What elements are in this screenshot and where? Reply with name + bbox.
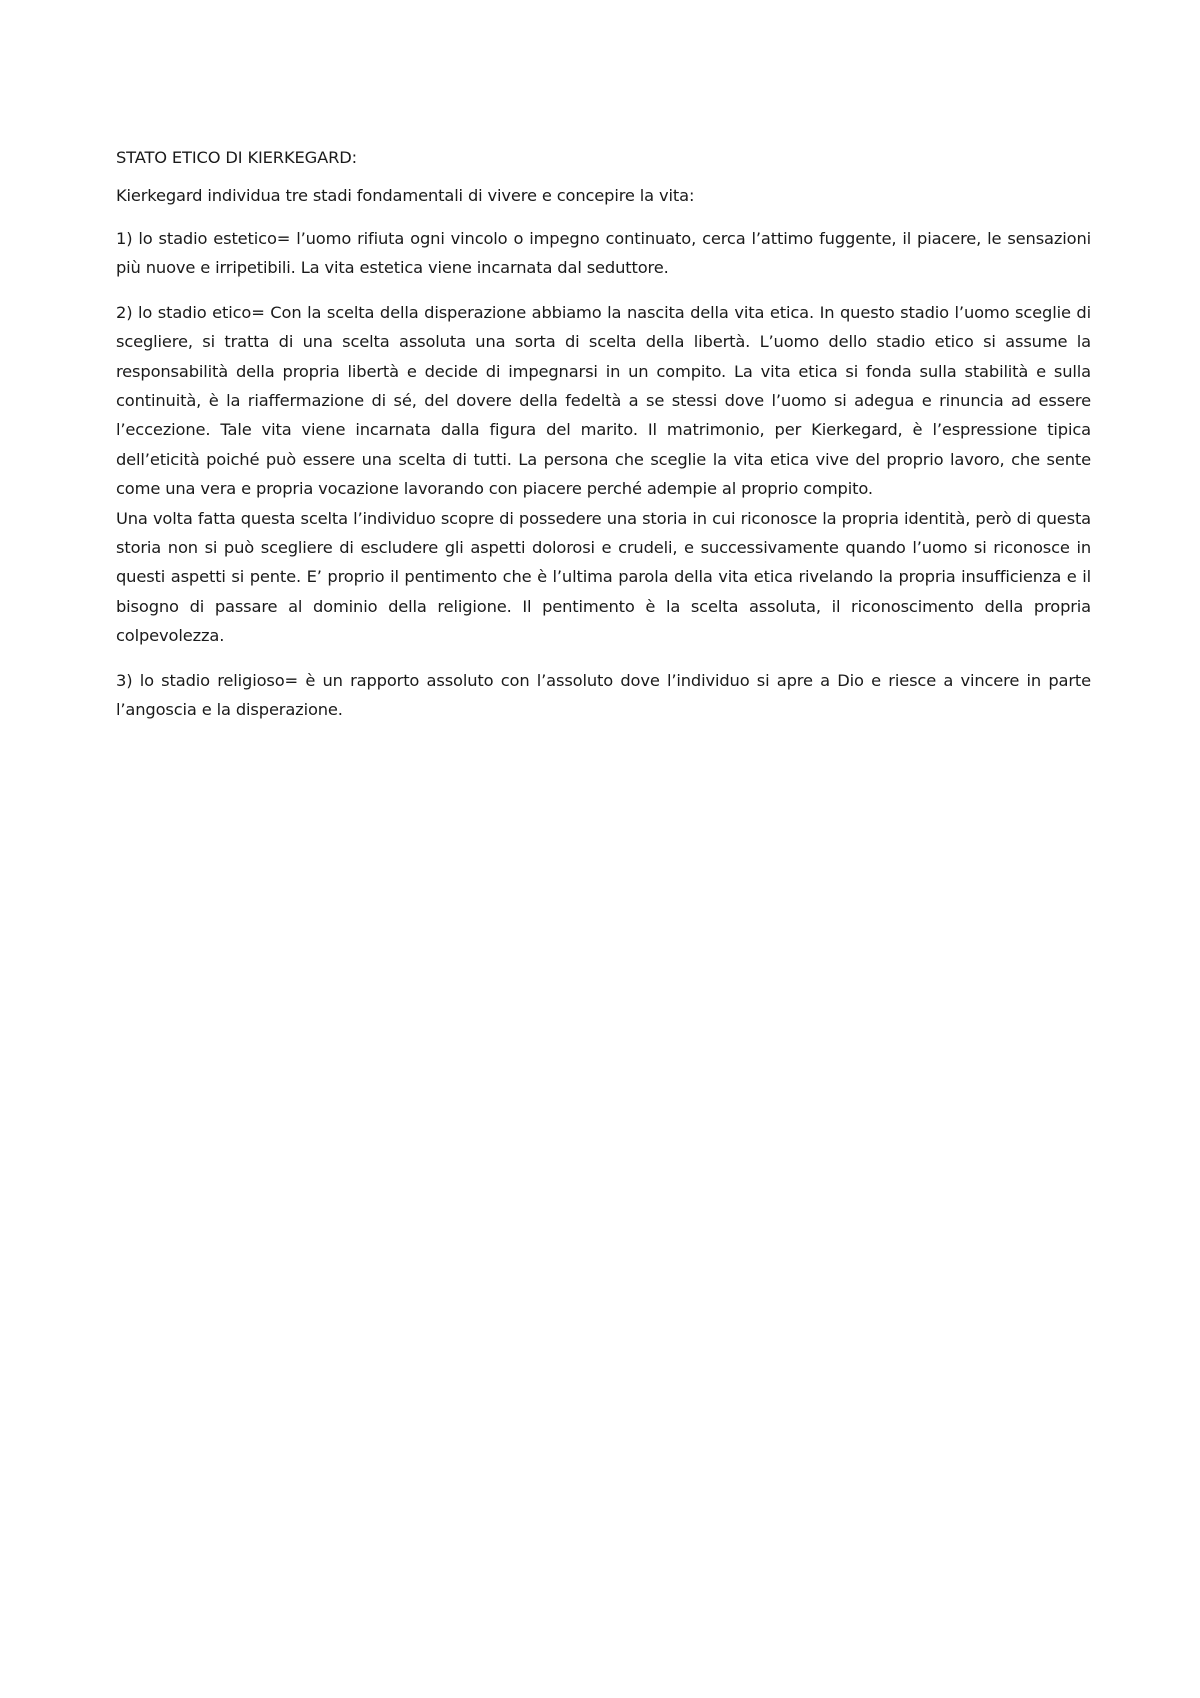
paragraph-ethical-stage: 2) lo stadio etico= Con la scelta della disperazione abbiamo la nascita della vita etica. In questo stadio l’uomo sceglie di scegliere, si tratta di una scelta assoluta una sorta di scelta della libertà. L’uomo dello stadio etico si assume la responsabilità della propria libertà e decide di impegnarsi in un compito. La vita etica si fonda sulla stabilità e sulla continuità, è la riaffermazione di sé, del dovere della fedeltà a se stessi dove l’uomo si adegua e rinuncia ad essere l’eccezione. Tale vita viene incarnata dalla figura del marito. Il matrimonio, per Kierkegard, è l’espressione tipica dell’eticità poiché può essere una scelta di tutti. La persona che sceglie la vita etica vive del proprio lavoro, che sente come una vera e propria vocazione lavorando con piacere perché adempie al proprio compito. bbox=[116, 302, 1091, 499]
intro-paragraph: Kierkegard individua tre stadi fondamentali di vivere e concepire la vita: bbox=[116, 186, 695, 205]
document-body bbox=[116, 148, 1091, 725]
paragraph-repentance: Una volta fatta questa scelta l’individuo scopre di possedere una storia in cui riconosce la propria identità, però di questa storia non si può scegliere di escludere gli aspetti dolorosi e crudeli, e successivamente quando l’uomo si riconosce in questi aspetti si pente. E’ proprio il pentimento che è l’ultima parola della vita etica rivelando la propria insufficienza e il bisogno di passare al dominio della religione. Il pentimento è la scelta assoluta, il riconoscimento della propria colpevolezza. bbox=[116, 508, 1091, 646]
document-title: STATO ETICO DI KIERKEGARD: bbox=[116, 148, 357, 167]
paragraph-aesthetic-stage: 1) lo stadio estetico= l’uomo rifiuta ogni vincolo o impegno continuato, cerca l’attimo fuggente, il piacere, le sensazioni più nuove e irripetibili. La vita estetica viene incarnata dal seduttore. bbox=[116, 229, 1091, 278]
paragraph-religious-stage: 3) lo stadio religioso= è un rapporto assoluto con l’assoluto dove l’individuo si apre a Dio e riesce a vincere in parte l’angoscia e la disperazione. bbox=[116, 670, 1091, 720]
